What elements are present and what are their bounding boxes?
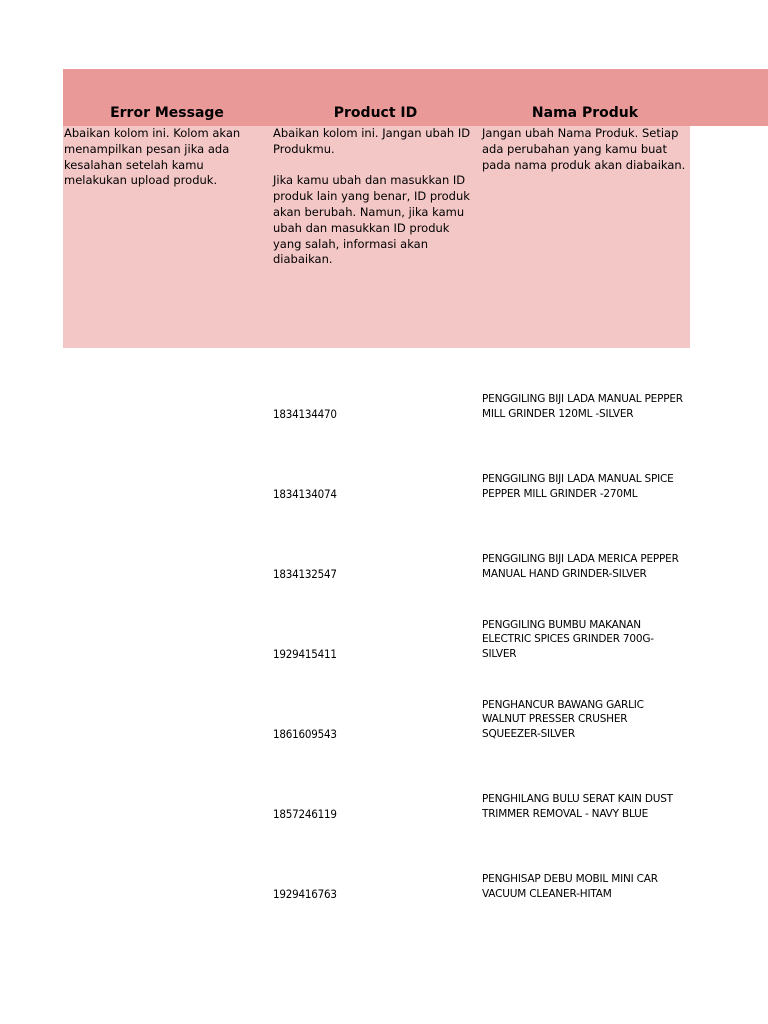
product-id-cell[interactable]: 1929415411 [273, 647, 337, 661]
product-id-cell[interactable]: 1834132547 [273, 567, 337, 581]
table-row [0, 428, 768, 508]
table-row [0, 508, 768, 588]
product-id-cell[interactable]: 1834134074 [273, 487, 337, 501]
instruction-product-id[interactable]: Abaikan kolom ini. Jangan ubah ID Produkmu. Jika kamu ubah dan masukkan ID produk lain yang benar, ID produk akan berubah. Namun, jika kamu ubah dan masukkan ID produk yang salah, informasi akan diabaikan. [273, 126, 471, 267]
instruction-nama-produk[interactable]: Jangan ubah Nama Produk. Setiap ada perubahan yang kamu buat pada nama produk akan diabaikan. [482, 126, 686, 172]
nama-produk-cell[interactable]: PENGHANCUR BAWANG GARLIC WALNUT PRESSER CRUSHER SQUEEZER-SILVER [482, 698, 644, 740]
table-row [0, 748, 768, 828]
table-row [0, 348, 768, 428]
table-row [0, 588, 768, 668]
nama-produk-cell[interactable]: PENGGILING BIJI LADA MANUAL SPICE PEPPER MILL GRINDER -270ML [482, 473, 674, 500]
instruction-error-message[interactable]: Abaikan kolom ini. Kolom akan menampilkan pesan jika ada kesalahan setelah kamu melakukan upload produk. [64, 126, 241, 188]
header-nama-produk[interactable]: Nama Produk [531, 105, 639, 121]
table-row [0, 668, 768, 748]
nama-produk-cell[interactable]: PENGHISAP DEBU MOBIL MINI CAR VACUUM CLEANER-HITAM [482, 873, 658, 900]
table-row [0, 828, 768, 908]
nama-produk-cell[interactable]: PENGGILING BIJI LADA MANUAL PEPPER MILL GRINDER 120ML -SILVER [482, 393, 683, 420]
product-id-cell[interactable]: 1929416763 [273, 887, 337, 901]
nama-produk-cell[interactable]: PENGGILING BIJI LADA MERICA PEPPER MANUAL HAND GRINDER-SILVER [482, 553, 679, 580]
header-product-id[interactable]: Product ID [333, 105, 418, 121]
product-id-cell[interactable]: 1857246119 [273, 807, 337, 821]
nama-produk-cell[interactable]: PENGHILANG BULU SERAT KAIN DUST TRIMMER REMOVAL - NAVY BLUE [482, 793, 673, 820]
product-id-cell[interactable]: 1861609543 [273, 727, 337, 741]
nama-produk-cell[interactable]: PENGGILING BUMBU MAKANAN ELECTRIC SPICES GRINDER 700G-SILVER [482, 618, 654, 660]
product-id-cell[interactable]: 1834134470 [273, 407, 337, 421]
header-error-message[interactable]: Error Message [110, 105, 224, 121]
